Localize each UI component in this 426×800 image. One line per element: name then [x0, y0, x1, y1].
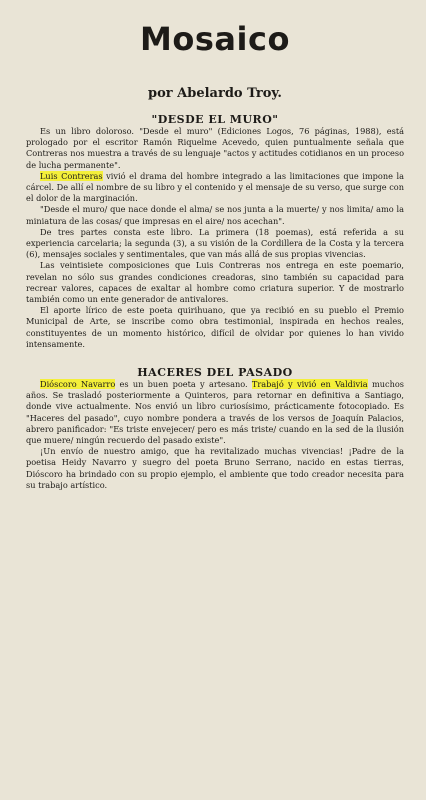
- paragraph: Es un libro doloroso. "Desde el muro" (Ediciones Logos, 76 páginas, 1988), está prologado por el escritor Ramón Riquelme Acevedo, quien puntualmente señala que Contreras nos muestra a través de su lenguaje "actos y actitudes cotidianos en un proceso de lucha permanente".: [26, 126, 404, 170]
- highlighted-name: Luis Contreras: [40, 170, 103, 181]
- paragraph: El aporte lírico de este poeta quirihuano, que ya recibió en su pueblo el Premio Municipal de Arte, se inscribe como obra testimonial, inspirada en hechos reales, constituyentes de un momento histórico, difícil de olvidar por quienes lo han vivido intensamente.: [26, 305, 404, 349]
- masthead-title: Mosaico: [140, 20, 290, 58]
- section-title-desde-el-muro: "DESDE EL MURO": [151, 113, 279, 126]
- paragraph: [26, 379, 404, 446]
- highlighted-text: Trabajó y vivió en Valdivia: [251, 379, 368, 390]
- article-desde-el-muro: [26, 126, 404, 350]
- section-title-haceres-del-pasado: HACERES DEL PASADO: [137, 366, 293, 380]
- paragraph: [26, 171, 404, 205]
- paragraph: "Desde el muro/ que nace donde el alma/ se nos junta a la muerte/ y nos limita/ amo la miniatura de las cosas/ que impresas en el aire/ nos acechan".: [26, 204, 404, 226]
- article-haceres-del-pasado: [26, 379, 404, 491]
- highlighted-name: Dióscoro Navarro: [40, 379, 116, 390]
- paragraph-text: muchos años. Se trasladó posteriormente a Quinteros, para retornar en definitiva a Santiago, donde vive actualmente. Nos envió un libro curiosísimo, prácticamente fotocopiado. Es "Haceres del pasado", cuyo nombre pondera a través de los versos de Joaquín Palacios, abrero panificador: "Es triste envejecer/ pero es más triste/ cuando en la sed de la ilusión que muere/ ningún recuerdo del pasado existe".: [26, 379, 404, 446]
- paragraph: ¡Un envío de nuestro amigo, que ha revitalizado muchas vivencias! ¡Padre de la poetisa Heidy Navarro y suegro del poeta Bruno Serrano, nacido en estas tierras, Dióscoro ha brindado con su propio ejemplo, el ambiente que todo creador necesita para su trabajo artístico.: [26, 446, 404, 490]
- byline: por Abelardo Troy.: [148, 86, 282, 101]
- paragraph-text: es un buen poeta y artesano.: [115, 379, 248, 390]
- paragraph: Las veintisiete composiciones que Luis Contreras nos entrega en este poemario, revelan no sólo sus grandes condiciones creadoras, sino también su capacidad para recrear valores, capaces de exaltar al hombre como criatura superior. Y de mostrarlo también como un ente generador de antivalores.: [26, 260, 404, 305]
- paragraph-text: vivió el drama del hombre integrado a las limitaciones que impone la cárcel. De allí el nombre de su libro y el contenido y el mensaje de su verso, que surge con el dolor de la marginación.: [26, 170, 404, 204]
- paragraph: De tres partes consta este libro. La primera (18 poemas), está referida a su experiencia carcelaria; la segunda (3), a su visión de la Cordillera de la Costa y la tercera (6), mensajes sociales y sentimentales, que van más allá de sus propias vivencias.: [26, 226, 404, 260]
